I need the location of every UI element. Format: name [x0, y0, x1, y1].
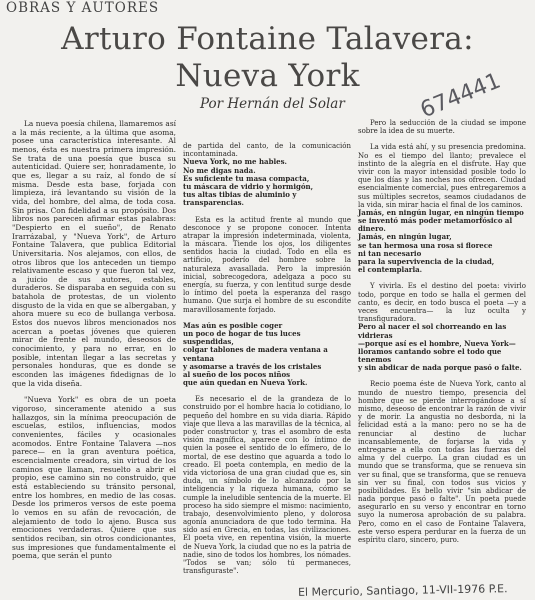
verse-line: Jamás, en ningún lugar, en ningún tiempo: [358, 207, 524, 217]
column-3-paragraph-4: Recio poema éste de Nueva York, canto al mundo de nuestro tiempo, presencia del hombre que se pierde interrogándose a sí mismo, deseoso de encontrar la razón de vivir y de morir. La angustia no desborda, ni la felicidad está a la mano: pero no se ha de renunciar al destino de luchar incansablemente, de forjarse la vida y entregarse a ella con todas las fuerzas del alma y del cuerpo. La gran ciudad es un mundo que se transforma, que se renueva sin ver su final, que se transforma, que se renueva sin ver su final, con todos sus vicios y posibilidades. Es bello vivir "sin abdicar de nada porque pasó o falte". Un poeta puede asegurarlo en su verso y encontrar en torno suyo la numerosa aprobación de su palabra. Pero, como en el caso de Fontaine Talavera, este verso espera perdurar en la fuerza de un espíritu claro, sincero, puro.: [358, 380, 526, 544]
column-3-paragraph-2: La vida está ahí, y su presencia predomina. No es el tiempo del llanto; prevalece el instinto de la alegría en el disfrute. Hay que vivir con la mayor intensidad posible todo lo que los días y las noches nos ofrecen. Ciudad esencialmente comercial, pues entregaremos a sus múltiples secretos, seamos ciudadanos de la vida, sin mirar hacia el final de los caminos.: [358, 143, 526, 209]
column-2-paragraph-1: Esta es la actitud frente al mundo que desconoce y se propone conocer. Intenta atrapar la impresión indeterminada, violenta, la máscara. Tiende los ojos, los diligentes sentidos hacia la ciudad. Todo en ella es artificio, poderío del hombre sobre la naturaleza avasallada. Pero la impresión inicial, sobrecogedora, adelgaza a poco su energía, su fuerza, y con lentitud surge desde lo íntimo del poeta la esperanza del rasgo humano. Que surja el hombre de su escondite maravillosamente forjado.: [183, 215, 351, 314]
verse-line: Es suficiente tu masa compacta,: [183, 173, 310, 183]
verse-line: un poco de hogar de tus luces suspendidas,: [183, 328, 301, 347]
verse-line: colgar tablones de madera ventana a ventana: [183, 345, 328, 363]
verse-line: se inventó más poder metamorfósico al dinero.: [358, 216, 513, 234]
verse-line: tu máscara de vidrio y hormigón,: [183, 181, 314, 191]
verse-line: Mas aún es posible coger: [183, 320, 283, 330]
column-2: [183, 142, 351, 575]
column-3-paragraph-1: Pero la seducción de la ciudad se impone sobre la idea de su muerte.: [358, 119, 526, 136]
verse-block-2: [183, 322, 351, 388]
column-2-intro: de partida del canto, de la comunicación incontaminada.: [183, 142, 351, 159]
verse-line: tus altas tibias de aluminio y transparencias.: [183, 190, 297, 208]
section-label: OBRAS Y AUTORES: [6, 0, 160, 16]
column-1-paragraph-2: "Nueva York" es obra de un poeta vigoroso, sinceramente atenido a sus hallazgos, sin la mínima preocupación de escuelas, estilos, influencias, modos convenientes, fáciles y ocasionales acomodos. Entre Fontaine Talavera —nos parece— en la gran aventura poética, escencialmente creadora, sin virtud de los caminos que llaman, resuelto a abrir el propio, ese camino sin no construido, que está estableciendo su tránsito personal, entre los hombres, en medio de las cosas. Desde los primeros versos de este poema lo vemos en su afán de revocación, de alejamiento de todo lo ajeno. Busca sus emociones verdaderas. Quiere que sus sentidos reciban, sin otros condicionantes, sus impresiones que fundamentalmente el poema, que serán el punto: [12, 395, 176, 561]
verse-line: y sin abdicar de nada porque pasó o falte.: [358, 363, 522, 373]
verse-line: para la supervivencia de la ciudad,: [358, 257, 495, 266]
verse-line: el contemplarla.: [358, 265, 423, 275]
verse-line: se tan hermosa una rosa si florece: [358, 240, 493, 250]
verse-block-1: [183, 158, 351, 207]
verse-line: ni tan necesario: [358, 248, 422, 258]
verse-line: Pero al nacer el sol chorreando en las vidrieras: [358, 322, 507, 340]
verse-line: —porque así es el hombre, Nueva York—: [358, 338, 516, 348]
verse-line: Nueva York, no me hables.: [183, 157, 287, 167]
verse-block-3: [358, 209, 526, 275]
column-3: [358, 119, 526, 544]
handwritten-source-note: El Mercurio, Santiago, 11-VII-1976 P.E.: [297, 582, 508, 599]
column-1-paragraph-1: La nueva poesía chilena, llamaremos así a la más reciente, a la última que asoma, posee una característica interesante. Al menos, ésta es nuestra primera impresión. Se trata de una poesía que busca su autenticidad. Quiere ser, honradamente, lo que es, llegar a su raíz, al fondo de sí misma. Desde esta base, forjada con limpieza, irá levantando su visión de la vida, del hombre, del alma, de toda cosa. Sin prisa. Con fidelidad a su propósito. Dos libros nos parecen afirmar estas palabras: "Despierto en el sueño", de Renato Irarrázabal, y "Nueva York", de Arturo Fontaine Talavera, que publica Editorial Universitaria. Nos alejamos, con ellos, de otros libros que los anteceden un tiempo relativamente escaso y que fueron tal vez, a juicio de sus autores, estables, duraderos. Se disparaba en seguida con su batahola de protestas, de un violento disgusto de la vida en que se albergaban, y ahora muere su eco de bullanga verbosa. Estos dos nuevos libros mencionados nos acercan a poetas jóvenes que quieren mirar de frente el mundo, deseosos de conocimiento, y para no errar, en lo posible, intentan llegar a las secretas y personales honduras, que es donde se esconden las imágenes fidedignas de lo que la vida diseña.: [12, 119, 176, 388]
verse-block-4: [358, 323, 526, 372]
verse-line: y asomarse a través de los cristales: [183, 361, 322, 371]
column-1: [12, 120, 176, 561]
title-line-1: Arturo Fontaine Talavera:: [61, 21, 474, 57]
article-title: [0, 22, 535, 94]
title-line-2: Nueva York: [175, 58, 360, 94]
column-2-paragraph-2: Es necesario el de la grandeza de lo construido por el hombre hacia lo cotidiano, lo pequeño del hombre en su vida diaria. Rápido viaje que lleva a las maravillas de la técnica, al poder constructor y, tras el asombro de esta visión magnífica, aparece con lo íntimo de quien la posee el sentido de lo efímero, de lo mortal, de ese destino que aguarda a todo lo creado. El poeta contempla, en medio de la vida victoriosa de una gran ciudad que es, sin duda, un símbolo de lo alcanzado por la inteligencia y la riqueza humana, cómo se cumple la ineludible sentencia de la muerte. El proceso ha sido siempre el mismo: nacimiento, trabajo, desenvolvimiento pleno, y dolorosa agonía anunciadora de que todo termina. Ha sido así en Grecia, en todas, las civilizaciones. El poeta vive, en repentina visión, la muerte de Nueva York, la ciudad que no es la patria de nadie, sino de todos los hombres, los nómades. "Todos se van; sólo tú permaneces, transfiguraste".: [183, 395, 351, 576]
column-3-paragraph-3: Y vivirla. Es el destino del poeta: vivirlo todo, porque en todo se halla el germen del canto, es decir, en todo busca el poeta —y a veces encuentra— la luz oculta y transfiguradora.: [358, 282, 526, 324]
verse-line: Jamás, en ningún lugar,: [358, 232, 452, 242]
verse-line: que aún quedan en Nueva York.: [183, 378, 308, 388]
byline: Por Hernán del Solar: [200, 96, 345, 112]
verse-line: lloramos cantando sobre el todo que tenemos: [358, 346, 502, 365]
verse-line: No me digas nada.: [183, 165, 256, 175]
verse-line: al sueño de los pocos niños: [183, 369, 291, 379]
handwritten-catalog-number: 674441: [417, 68, 505, 124]
